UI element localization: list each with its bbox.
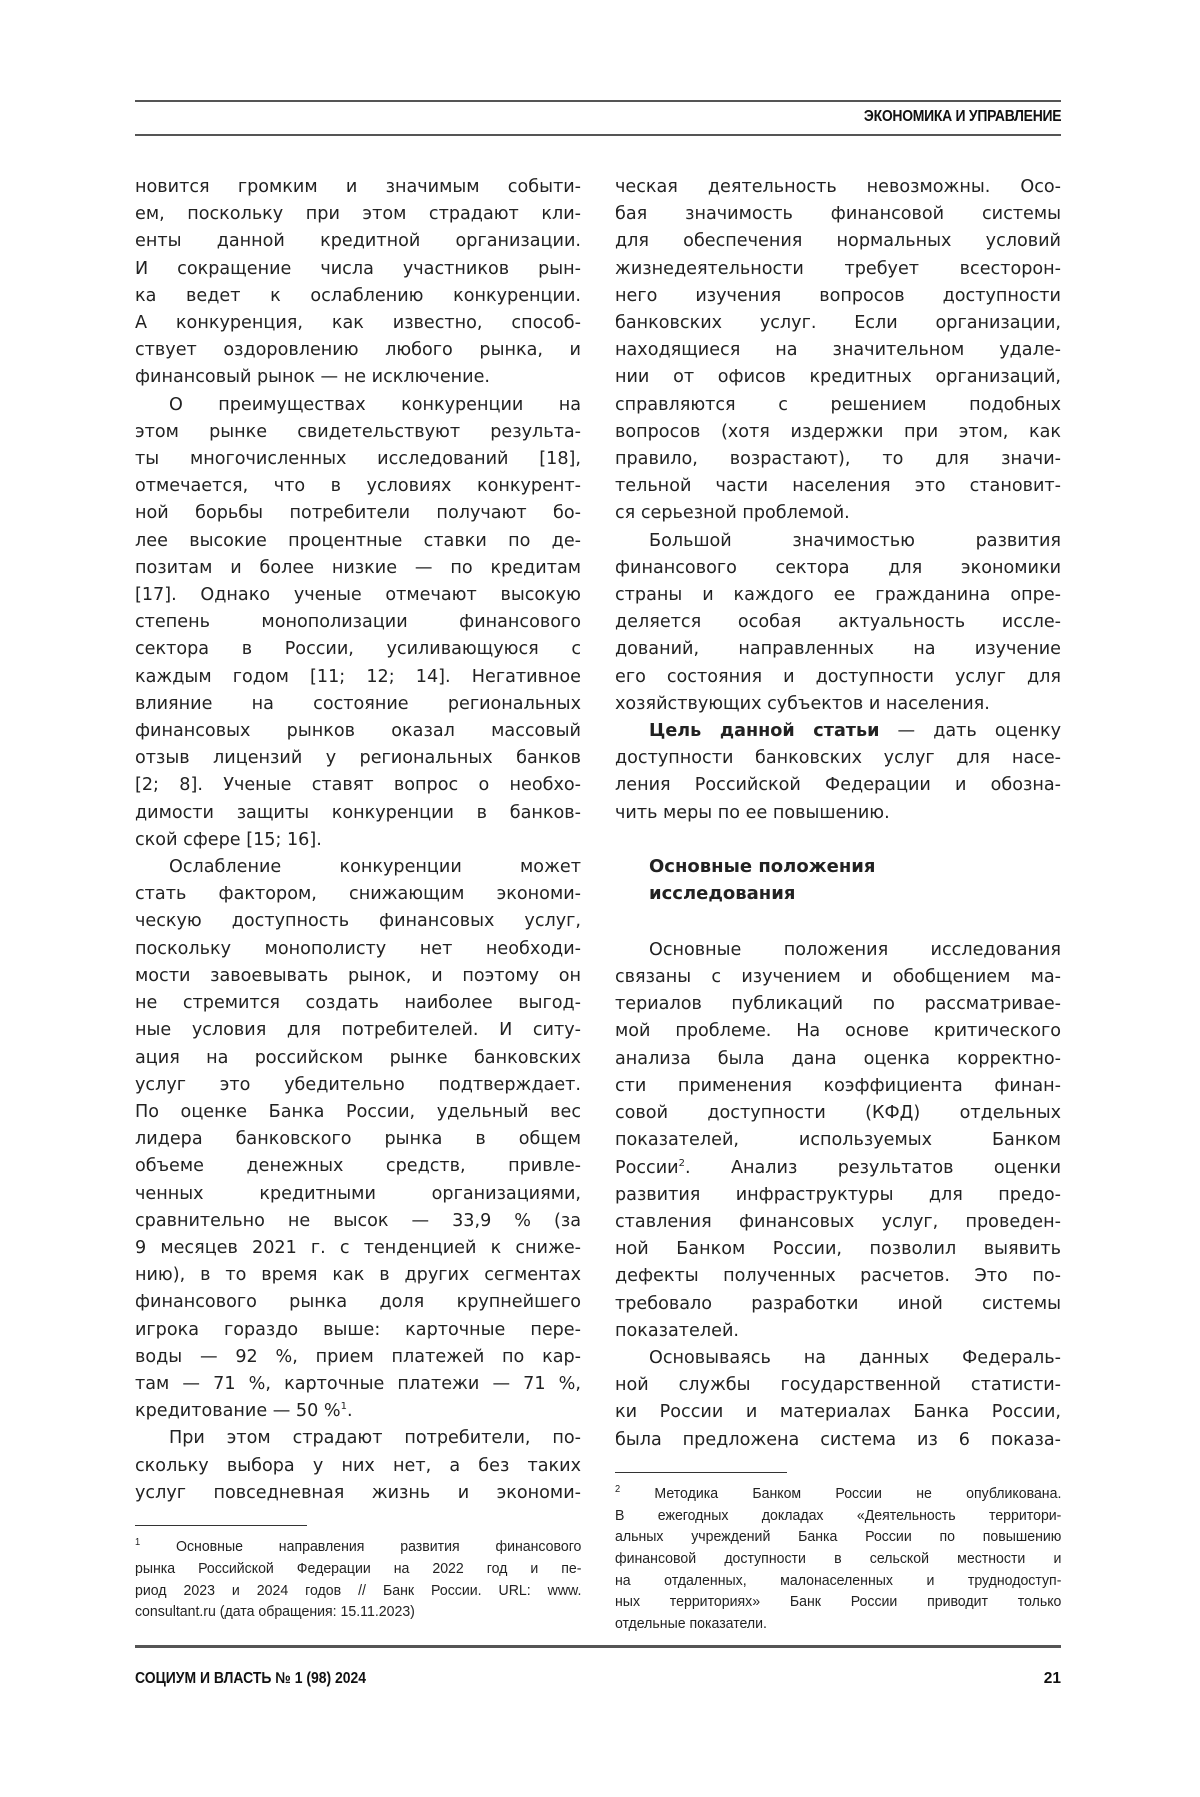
text-line: чить меры по ее повышению. — [615, 802, 890, 823]
text-line: его состояния и доступности услуг для — [615, 666, 1061, 687]
text-line: ной борьбы потребители получают бо- — [135, 503, 581, 524]
section-label: ЭКОНОМИКА И УПРАВЛЕНИЕ — [863, 108, 1061, 125]
text-line: поскольку монополисту нет необходи- — [135, 938, 581, 959]
text-line: енты данной кредитной организации. — [135, 231, 581, 252]
text-line: димости защиты конкуренции в банков- — [135, 802, 581, 823]
text-line: ставления финансовых услуг, проведен- — [615, 1211, 1061, 1232]
text-line: хозяйствующих субъектов и населения. — [615, 693, 990, 714]
text-line: ка ведет к ослаблению конкуренции. — [135, 285, 581, 306]
footnote-line: В ежегодных докладах «Деятельность территори- — [615, 1506, 1062, 1524]
section-heading — [615, 853, 1061, 907]
text-line: ческую доступность финансовых услуг, — [135, 911, 581, 932]
footnote-line: финансовой доступности в сельской местности и — [615, 1550, 1062, 1568]
text-line: лидера банковского рынка в общем — [135, 1129, 581, 1150]
text-line: деляется особая актуальность иссле- — [615, 612, 1061, 633]
section-heading-line-1: Основные положения — [649, 855, 876, 877]
text-line: сектора в России, усиливающуюся с — [135, 639, 581, 660]
text-line: связаны с изучением и обобщением ма- — [615, 967, 1061, 988]
left-column — [135, 174, 581, 1623]
header-rule-bottom — [135, 134, 1061, 136]
text-line: тельной части населения это становит- — [615, 476, 1061, 497]
text-line: ческая деятельность невозможны. Осо- — [615, 177, 1061, 197]
text-line: вопросов (хотя издержки при этом, как — [615, 421, 1061, 442]
text-line: услуг это убедительно подтверждает. — [135, 1074, 581, 1095]
text-line: ченных кредитными организациями, — [135, 1183, 581, 1204]
text-line: дефекты полученных расчетов. Это по- — [615, 1266, 1061, 1287]
text-line: нию), в то время как в других сегментах — [135, 1265, 581, 1286]
footnote-number: 1 — [135, 1537, 141, 1549]
footnote-separator — [615, 1472, 787, 1474]
right-column-text-intro — [615, 174, 1061, 827]
text-line: требовало разработки иной системы — [615, 1293, 1061, 1314]
text-line: И сокращение числа участников рын- — [135, 258, 581, 279]
text-line: влияние на состояние региональных — [135, 693, 581, 714]
text-line: России$^2$. Анализ результатов оценки — [615, 1157, 1061, 1178]
text-line: кредитование — 50 %$^1$. — [135, 1401, 353, 1422]
text-line: ской сфере [15; 16]. — [135, 829, 322, 850]
text-line: для обеспечения нормальных условий — [615, 231, 1061, 252]
text-line: [2; 8]. Ученые ставят вопрос о необхо- — [135, 775, 581, 796]
text-line: финансовых рынков оказал массовый — [135, 721, 581, 742]
footnote-1 — [135, 1536, 581, 1622]
text-line: отзыв лицензий у региональных банков — [135, 748, 581, 769]
text-line: дований, направленных на изучение — [615, 639, 1061, 660]
text-line: жизнедеятельности требует всесторон- — [615, 258, 1061, 279]
text-line: воды — 92 %, прием платежей по кар- — [135, 1346, 581, 1367]
footnote-line: отдельные показатели. — [615, 1614, 767, 1632]
text-line: справляются с решением подобных — [615, 394, 1061, 415]
text-line: О преимуществах конкуренции на — [169, 394, 581, 415]
footnote-line: рынка Российской Федерации на 2022 год и пе- — [135, 1560, 582, 1578]
text-line: страны и каждого ее гражданина опре- — [615, 585, 1061, 606]
text-line: ления Российской Федерации и обозна- — [615, 775, 1061, 796]
journal-page — [135, 0, 1061, 1797]
text-line: позитам и более низкие — по кредитам — [135, 557, 581, 578]
section-heading-line-2: исследования — [649, 882, 796, 904]
text-line: игрока гораздо выше: карточные пере- — [135, 1319, 581, 1340]
text-line: Ослабление конкуренции может — [169, 857, 581, 878]
text-line: По оценке Банка России, удельный вес — [135, 1101, 581, 1122]
text-line: услуг повседневная жизнь и экономи- — [135, 1482, 581, 1503]
text-line: нии от офисов кредитных организаций, — [615, 367, 1061, 388]
text-line: него изучения вопросов доступности — [615, 285, 1061, 306]
text-line: ной Банком России, позволил выявить — [615, 1239, 1061, 1260]
text-line: объеме денежных средств, привле- — [135, 1156, 581, 1177]
text-line: ся серьезной проблемой. — [615, 503, 850, 524]
text-line: Основные положения исследования — [649, 939, 1061, 960]
text-line: Большой значимостью развития — [649, 530, 1061, 551]
text-line: доступности банковских услуг для насе- — [615, 748, 1061, 769]
text-line: ем, поскольку при этом страдают кли- — [135, 204, 581, 225]
text-line: При этом страдают потребители, по- — [169, 1428, 581, 1449]
right-column-text-body — [615, 937, 1061, 1454]
text-line: стать фактором, снижающим экономи- — [135, 884, 581, 905]
left-column-text — [135, 174, 581, 1507]
text-line: ки России и материалах Банка России, — [615, 1402, 1061, 1423]
footnote-2 — [615, 1483, 1061, 1634]
right-column — [615, 174, 1061, 1634]
text-line: этом рынке свидетельствуют результа- — [135, 421, 581, 442]
text-line: ные условия для потребителей. И ситу- — [135, 1020, 581, 1041]
footnote-line: на отдаленных, малонаселенных и труднодоступ- — [615, 1571, 1062, 1589]
text-line: ной службы государственной статисти- — [615, 1375, 1061, 1396]
text-line: финансовый рынок — не исключение. — [135, 367, 491, 388]
page-number: 21 — [1043, 1670, 1061, 1687]
footnote-marker[interactable]: 2 — [678, 1157, 685, 1169]
text-line: сти применения коэффициента финан- — [615, 1075, 1061, 1096]
text-line: степень монополизации финансового — [135, 612, 581, 633]
text-line: Основываясь на данных Федераль- — [649, 1347, 1061, 1368]
text-line: новится громким и значимым событи- — [135, 177, 581, 197]
footnote-line: ных территориях» Банк России приводит только — [615, 1593, 1062, 1611]
text-line: развития инфраструктуры для предо- — [615, 1184, 1061, 1205]
text-line: показателей. — [615, 1320, 739, 1341]
text-line: там — 71 %, карточные платежи — 71 %, — [135, 1373, 581, 1394]
text-line: бая значимость финансовой системы — [615, 204, 1061, 225]
text-line: была предложена система из 6 показа- — [615, 1429, 1061, 1450]
text-line: мой проблеме. На основе критического — [615, 1021, 1061, 1042]
text-line: лее высокие процентные ставки по де- — [135, 530, 581, 551]
text-line: совой доступности (КФД) отдельных — [615, 1103, 1061, 1124]
journal-title: СОЦИУМ И ВЛАСТЬ № 1 (98) 2024 — [135, 1670, 367, 1687]
text-line: 9 месяцев 2021 г. с тенденцией к сниже- — [135, 1237, 581, 1258]
header-rule-top — [135, 100, 1061, 102]
text-line: анализа была дана оценка корректно- — [615, 1048, 1061, 1069]
footer-rule — [135, 1645, 1061, 1648]
footnote-line: $^1$ Основные направления развития финансового — [135, 1537, 582, 1556]
footnote-separator — [135, 1525, 307, 1527]
text-line: ация на российском рынке банковских — [135, 1047, 581, 1068]
text-line: ствует оздоровлению любого рынка, и — [135, 340, 581, 361]
text-line: сравнительно не высок — 33,9 % (за — [135, 1210, 581, 1231]
text-line: ты многочисленных исследований [18], — [135, 449, 581, 470]
text-line: Цель данной статьи — дать оценку — [649, 721, 1061, 742]
footnote-line: альных учреждений Банка России по повышению — [615, 1528, 1062, 1546]
text-line: банковских услуг. Если организации, — [615, 313, 1061, 334]
text-line: находящиеся на значительном удале- — [615, 340, 1061, 361]
text-line: мости завоевывать рынок, и поэтому он — [135, 965, 581, 986]
text-line: финансового рынка доля крупнейшего — [135, 1292, 581, 1313]
text-line: финансового сектора для экономики — [615, 557, 1061, 578]
text-line: [17]. Однако ученые отмечают высокую — [135, 585, 581, 606]
footnote-number: 2 — [615, 1484, 621, 1496]
text-line: скольку выбора у них нет, а без таких — [135, 1455, 581, 1476]
bold-phrase: Цель данной статьи — [649, 721, 880, 742]
footnote-marker[interactable]: 1 — [340, 1401, 347, 1413]
footnote-line: $^2$ Методика Банком России не опубликована. — [615, 1484, 1062, 1503]
text-line: А конкуренция, как известно, способ- — [135, 313, 581, 334]
text-line: отмечается, что в условиях конкурент- — [135, 476, 581, 497]
text-line: показателей, используемых Банком — [615, 1130, 1061, 1151]
footnote-line: consultant.ru (дата обращения: 15.11.2023) — [135, 1603, 415, 1621]
footnote-line: риод 2023 и 2024 годов // Банк России. URL: www. — [135, 1581, 582, 1599]
text-line: правило, возрастают), то для значи- — [615, 449, 1061, 470]
text-line: териалов публикаций по рассматривае- — [615, 994, 1061, 1015]
text-line: не стремится создать наиболее выгод- — [135, 993, 581, 1014]
text-line: каждым годом [11; 12; 14]. Негативное — [135, 666, 581, 687]
